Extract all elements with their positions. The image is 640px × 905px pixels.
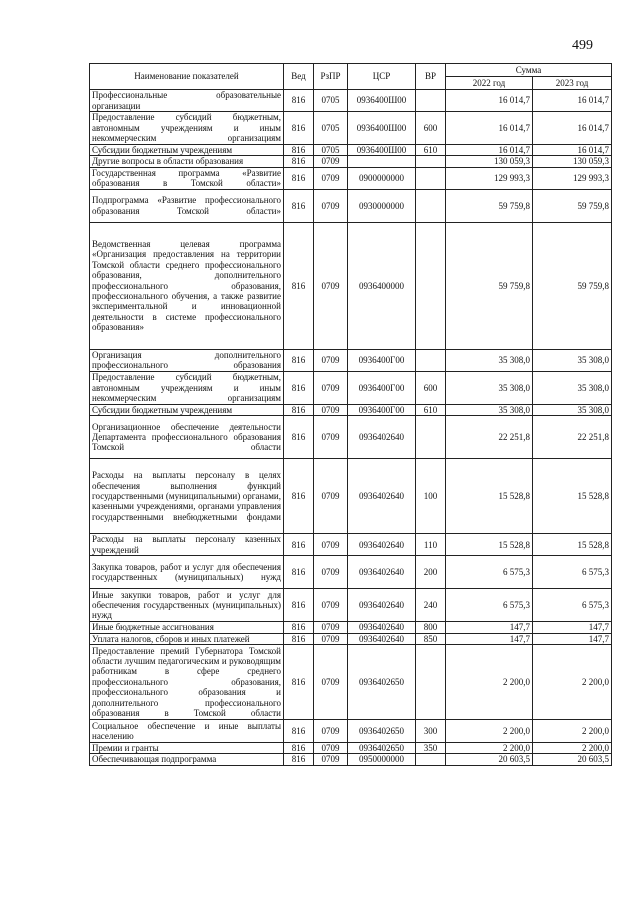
table-row	[90, 720, 612, 743]
table-row	[90, 222, 612, 349]
row-name: Обеспечивающая подпрограмма	[90, 754, 284, 765]
row-ved: 816	[284, 90, 314, 112]
row-vr: 300	[416, 720, 446, 743]
row-name: Субсидии бюджетным учреждениям	[90, 145, 284, 156]
row-ved: 816	[284, 589, 314, 622]
row-name: Ведомственная целевая программа «Организация предоставления на территории Томской области среднего профессионального образования, дополнительного профессионального образования, профессионального обучения, а также развитие экспериментальной и инновационной деятельности в системе профессионального образования»	[90, 222, 284, 349]
row-name: Организация дополнительного профессионального образования	[90, 349, 284, 371]
table-body	[90, 90, 612, 766]
row-rzpr: 0709	[314, 371, 348, 404]
row-ved: 816	[284, 416, 314, 459]
row-vr	[416, 90, 446, 112]
row-csr: 0900000000	[348, 167, 416, 189]
table-row	[90, 589, 612, 622]
row-rzpr: 0709	[314, 633, 348, 644]
row-ved: 816	[284, 743, 314, 754]
row-ved: 816	[284, 156, 314, 167]
row-csr: 0936402640	[348, 622, 416, 633]
row-name: Расходы на выплаты персоналу в целях обеспечения выполнения функций государственными (муниципальными) органами, казенными учреждениями, органами управления государственными внебюджетными фондами	[90, 459, 284, 534]
row-ved: 816	[284, 645, 314, 720]
row-csr: 0930000000	[348, 189, 416, 222]
row-rzpr: 0705	[314, 90, 348, 112]
row-vr: 600	[416, 112, 446, 145]
row-ved: 816	[284, 720, 314, 743]
row-rzpr: 0709	[314, 189, 348, 222]
row-rzpr: 0709	[314, 349, 348, 371]
row-sum-2023: 59 759,8	[533, 189, 612, 222]
row-sum-2023: 35 308,0	[533, 404, 612, 415]
row-ved: 816	[284, 404, 314, 415]
row-vr	[416, 754, 446, 765]
row-sum-2022: 16 014,7	[446, 90, 533, 112]
table-row	[90, 112, 612, 145]
row-name: Премии и гранты	[90, 743, 284, 754]
row-sum-2023: 59 759,8	[533, 222, 612, 349]
row-csr: 0936402640	[348, 633, 416, 644]
row-csr: 0936402640	[348, 459, 416, 534]
row-sum-2022: 16 014,7	[446, 145, 533, 156]
budget-table	[89, 63, 612, 766]
row-vr	[416, 156, 446, 167]
row-sum-2023: 130 059,3	[533, 156, 612, 167]
row-sum-2023: 129 993,3	[533, 167, 612, 189]
row-csr: 0936402640	[348, 534, 416, 556]
row-csr: 0936400Ш00	[348, 112, 416, 145]
row-name: Предоставление премий Губернатора Томской области лучшим педагогическим и руководящим работникам в сфере среднего профессионального образования, профессионального образования и дополнительного профессионального образования в Томской области	[90, 645, 284, 720]
row-sum-2023: 22 251,8	[533, 416, 612, 459]
row-vr: 610	[416, 404, 446, 415]
row-name: Государственная программа «Развитие образования в Томской области»	[90, 167, 284, 189]
row-vr	[416, 189, 446, 222]
table-row	[90, 189, 612, 222]
row-sum-2022: 20 603,5	[446, 754, 533, 765]
row-rzpr: 0705	[314, 145, 348, 156]
row-ved: 816	[284, 754, 314, 765]
table-row	[90, 633, 612, 644]
header-year-2023: 2023 год	[533, 77, 612, 90]
row-rzpr: 0709	[314, 404, 348, 415]
page-number: 499	[572, 38, 593, 53]
row-rzpr: 0709	[314, 589, 348, 622]
row-vr: 850	[416, 633, 446, 644]
row-sum-2023: 16 014,7	[533, 90, 612, 112]
row-vr: 800	[416, 622, 446, 633]
row-sum-2022: 59 759,8	[446, 189, 533, 222]
row-ved: 816	[284, 534, 314, 556]
table-header	[90, 64, 612, 90]
table-row	[90, 90, 612, 112]
row-rzpr: 0709	[314, 720, 348, 743]
row-csr: 0936400Г00	[348, 404, 416, 415]
row-sum-2022: 35 308,0	[446, 371, 533, 404]
row-vr	[416, 645, 446, 720]
table-row	[90, 556, 612, 589]
row-name: Другие вопросы в области образования	[90, 156, 284, 167]
row-ved: 816	[284, 222, 314, 349]
row-ved: 816	[284, 556, 314, 589]
row-sum-2023: 2 200,0	[533, 645, 612, 720]
row-name: Расходы на выплаты персоналу казенных учреждений	[90, 534, 284, 556]
row-vr: 200	[416, 556, 446, 589]
row-csr: 0936400Ш00	[348, 145, 416, 156]
row-csr: 0936400Г00	[348, 371, 416, 404]
table-row	[90, 404, 612, 415]
row-vr	[416, 349, 446, 371]
header-ved: Вед	[284, 64, 314, 90]
row-csr: 0936402640	[348, 589, 416, 622]
row-name: Социальное обеспечение и иные выплаты населению	[90, 720, 284, 743]
row-ved: 816	[284, 371, 314, 404]
row-rzpr: 0709	[314, 167, 348, 189]
row-vr: 350	[416, 743, 446, 754]
header-year-2022: 2022 год	[446, 77, 533, 90]
row-csr: 0936402650	[348, 720, 416, 743]
row-csr: 0936402640	[348, 556, 416, 589]
row-ved: 816	[284, 167, 314, 189]
row-vr	[416, 222, 446, 349]
table-row	[90, 534, 612, 556]
row-name: Иные закупки товаров, работ и услуг для обеспечения государственных (муниципальных) нужд	[90, 589, 284, 622]
row-csr	[348, 156, 416, 167]
row-ved: 816	[284, 189, 314, 222]
row-sum-2022: 16 014,7	[446, 112, 533, 145]
row-vr: 100	[416, 459, 446, 534]
row-rzpr: 0709	[314, 754, 348, 765]
row-sum-2022: 15 528,8	[446, 534, 533, 556]
table-row	[90, 622, 612, 633]
row-csr: 0936400Ш00	[348, 90, 416, 112]
row-sum-2022: 35 308,0	[446, 404, 533, 415]
row-sum-2022: 6 575,3	[446, 556, 533, 589]
table-row	[90, 167, 612, 189]
row-rzpr: 0709	[314, 645, 348, 720]
table-row	[90, 459, 612, 534]
row-rzpr: 0709	[314, 622, 348, 633]
row-name: Закупка товаров, работ и услуг для обеспечения государственных (муниципальных) нужд	[90, 556, 284, 589]
row-ved: 816	[284, 622, 314, 633]
row-sum-2023: 20 603,5	[533, 754, 612, 765]
row-name: Субсидии бюджетным учреждениям	[90, 404, 284, 415]
row-rzpr: 0709	[314, 416, 348, 459]
header-name: Наименование показателей	[90, 64, 284, 90]
row-ved: 816	[284, 633, 314, 644]
row-sum-2022: 15 528,8	[446, 459, 533, 534]
row-sum-2022: 6 575,3	[446, 589, 533, 622]
table-row	[90, 645, 612, 720]
header-rzpr: РзПР	[314, 64, 348, 90]
row-vr: 240	[416, 589, 446, 622]
row-sum-2023: 147,7	[533, 633, 612, 644]
row-sum-2023: 35 308,0	[533, 349, 612, 371]
table-row	[90, 156, 612, 167]
row-rzpr: 0709	[314, 222, 348, 349]
row-sum-2022: 129 993,3	[446, 167, 533, 189]
row-csr: 0950000000	[348, 754, 416, 765]
row-sum-2022: 2 200,0	[446, 743, 533, 754]
row-vr: 110	[416, 534, 446, 556]
row-sum-2022: 147,7	[446, 633, 533, 644]
row-sum-2022: 2 200,0	[446, 645, 533, 720]
row-rzpr: 0705	[314, 112, 348, 145]
row-sum-2023: 2 200,0	[533, 743, 612, 754]
row-sum-2023: 6 575,3	[533, 556, 612, 589]
row-csr: 0936402640	[348, 416, 416, 459]
row-csr: 0936402650	[348, 645, 416, 720]
row-vr: 600	[416, 371, 446, 404]
row-rzpr: 0709	[314, 743, 348, 754]
row-ved: 816	[284, 145, 314, 156]
table-row	[90, 416, 612, 459]
row-sum-2023: 16 014,7	[533, 145, 612, 156]
row-vr	[416, 167, 446, 189]
row-sum-2022: 22 251,8	[446, 416, 533, 459]
table-row	[90, 743, 612, 754]
row-name: Иные бюджетные ассигнования	[90, 622, 284, 633]
row-sum-2022: 147,7	[446, 622, 533, 633]
table-row	[90, 371, 612, 404]
table-row	[90, 754, 612, 765]
row-vr	[416, 416, 446, 459]
row-csr: 0936400000	[348, 222, 416, 349]
row-name: Предоставление субсидий бюджетным, автономным учреждениям и иным некоммерческим организациям	[90, 371, 284, 404]
header-csr: ЦСР	[348, 64, 416, 90]
header-sum: Сумма	[446, 64, 612, 77]
row-name: Профессиональные образовательные организации	[90, 90, 284, 112]
row-name: Предоставление субсидий бюджетным, автономным учреждениям и иным некоммерческим организациям	[90, 112, 284, 145]
row-sum-2022: 2 200,0	[446, 720, 533, 743]
row-ved: 816	[284, 459, 314, 534]
row-name: Уплата налогов, сборов и иных платежей	[90, 633, 284, 644]
row-sum-2023: 15 528,8	[533, 459, 612, 534]
row-rzpr: 0709	[314, 534, 348, 556]
row-sum-2022: 130 059,3	[446, 156, 533, 167]
row-name: Организационное обеспечение деятельности Департамента профессионального образования Томской области	[90, 416, 284, 459]
row-sum-2022: 59 759,8	[446, 222, 533, 349]
table-row	[90, 349, 612, 371]
row-name: Подпрограмма «Развитие профессионального образования Томской области»	[90, 189, 284, 222]
row-vr: 610	[416, 145, 446, 156]
row-sum-2023: 6 575,3	[533, 589, 612, 622]
row-rzpr: 0709	[314, 459, 348, 534]
row-rzpr: 0709	[314, 556, 348, 589]
row-sum-2023: 35 308,0	[533, 371, 612, 404]
row-ved: 816	[284, 349, 314, 371]
row-sum-2022: 35 308,0	[446, 349, 533, 371]
row-csr: 0936400Г00	[348, 349, 416, 371]
row-csr: 0936402650	[348, 743, 416, 754]
header-vr: ВР	[416, 64, 446, 90]
table-row	[90, 145, 612, 156]
row-sum-2023: 16 014,7	[533, 112, 612, 145]
row-rzpr: 0709	[314, 156, 348, 167]
row-sum-2023: 147,7	[533, 622, 612, 633]
row-sum-2023: 15 528,8	[533, 534, 612, 556]
row-ved: 816	[284, 112, 314, 145]
row-sum-2023: 2 200,0	[533, 720, 612, 743]
